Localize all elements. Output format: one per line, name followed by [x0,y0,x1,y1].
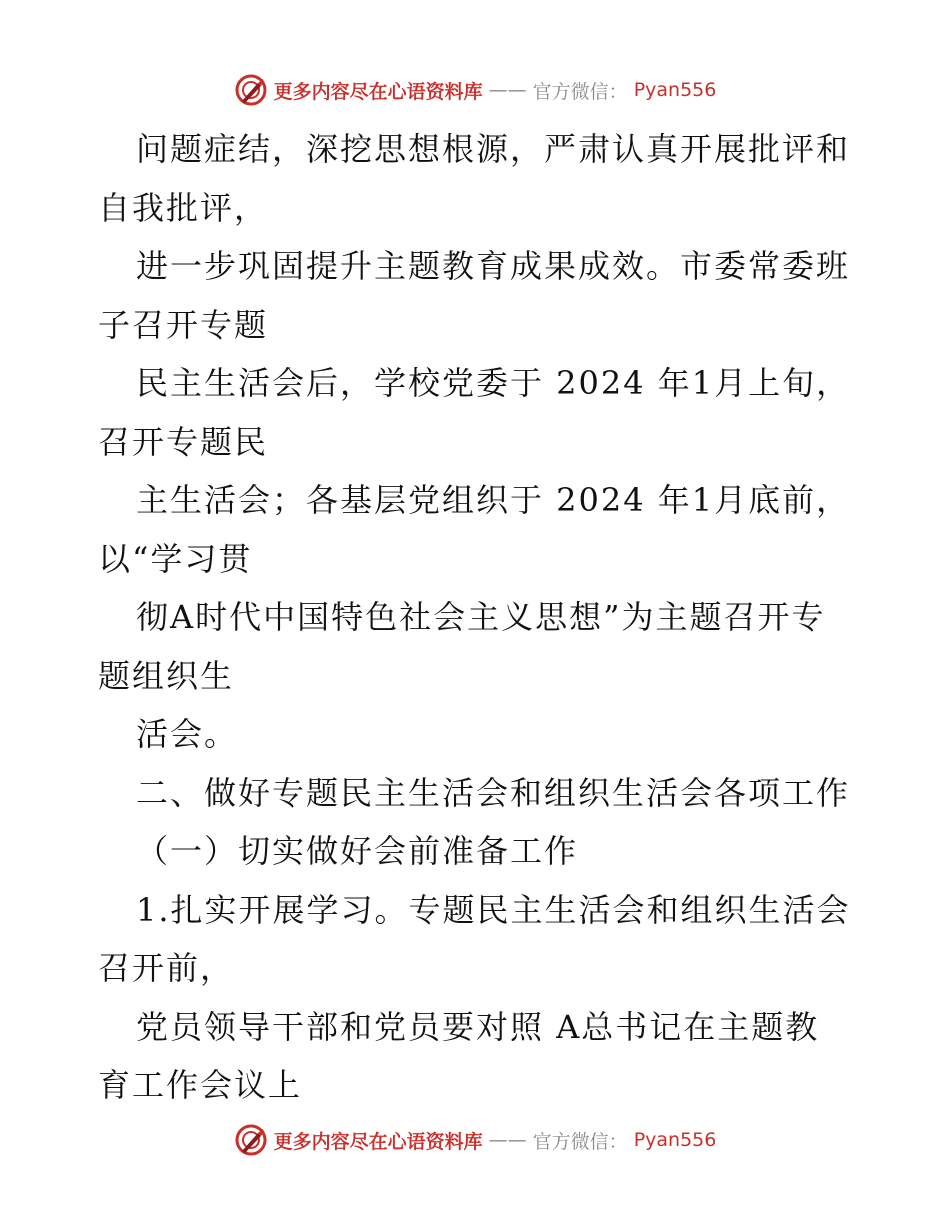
text-line: 以“学习贯 [98,539,253,578]
text-line: 民主生活会后，学校党委于 2024 年1月上旬， [136,364,851,402]
section-heading: 二、做好专题民主生活会和组织生活会各项工作 [136,773,851,812]
document-body [98,120,858,1115]
text-line: 问题症结，深挖思想根源，严肃认真开展批评和 [136,130,851,168]
text-line: 活会。 [136,715,239,753]
subsection-heading: （一）切实做好会前准备工作 [136,832,579,870]
text-line: 党员领导干部和党员要对照 A总书记在主题教 [136,1007,820,1046]
header-watermark [0,70,950,110]
watermark-official: 官方微信： [532,80,628,103]
watermark-dash: —— [488,1129,527,1151]
pen-logo-icon [234,1123,268,1157]
text-line: 进一步巩固提升主题教育成果成效。市委常委班 [136,247,851,285]
text-line: 子召开专题 [98,305,269,344]
watermark-dash: —— [488,79,527,101]
watermark-wechat-id: Pyan556 [633,79,717,101]
text-line: 召开专题民 [98,422,269,461]
text-line: 1.扎实开展学习。专题民主生活会和组织生活会 [136,890,851,929]
watermark-wechat-id: Pyan556 [633,1129,717,1151]
footer-watermark [0,1120,950,1160]
watermark-official: 官方微信： [532,1130,628,1153]
text-line: 主生活会；各基层党组织于 2024 年1月底前， [136,481,851,519]
text-line: 自我批评， [98,188,269,227]
watermark-brand: 更多内容尽在心语资料库 [273,1130,483,1153]
watermark-brand: 更多内容尽在心语资料库 [273,80,483,103]
text-line: 彻A时代中国特色社会主义思想”为主题召开专 [136,598,826,636]
text-line: 召开前， [98,949,235,987]
pen-logo-icon [234,73,268,107]
text-line: 题组织生 [98,656,235,695]
text-line: 育工作会议上 [98,1066,303,1104]
